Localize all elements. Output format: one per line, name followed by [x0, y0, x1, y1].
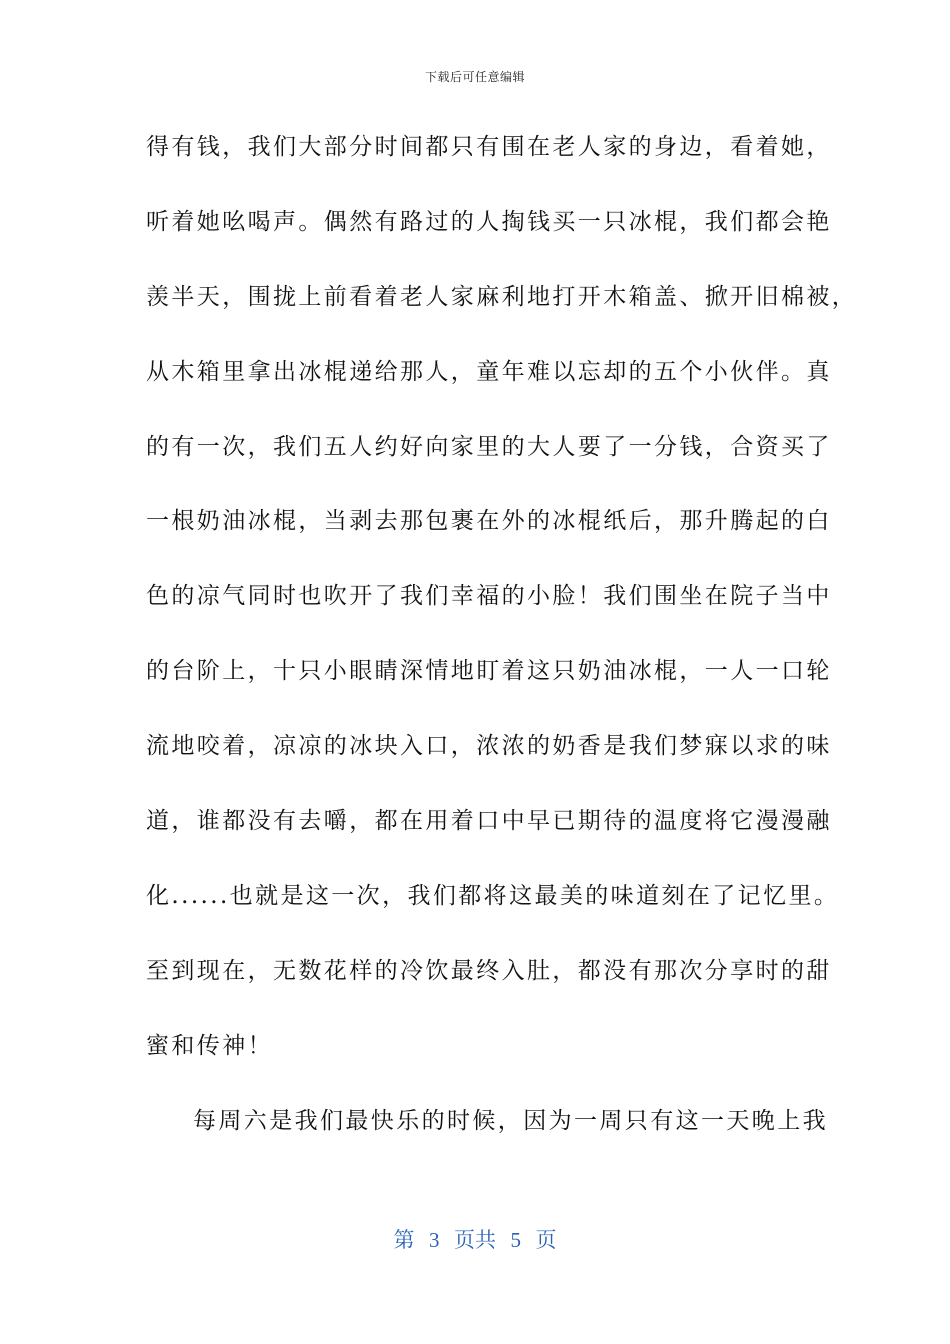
text-line: 化......也就是这一次，我们都将这最美的味道刻在了记忆里。 [146, 882, 840, 909]
text-line: 一根奶油冰棍，当剥去那包裹在外的冰棍纸后，那升腾起的白 [146, 508, 832, 535]
text-line: 蜜和传神！ [146, 1032, 273, 1059]
text-line: 至到现在，无数花样的冷饮最终入肚，都没有那次分享时的甜 [146, 957, 832, 984]
body-text [146, 127, 858, 1175]
text-line: 的台阶上，十只小眼睛深情地盯着这只奶油冰棍，一人一口轮 [146, 658, 832, 685]
page-header: 下载后可任意编辑 [424, 70, 525, 84]
page-footer [0, 1224, 950, 1254]
text-line: 的有一次，我们五人约好向家里的大人要了一分钱，合资买了 [146, 433, 832, 460]
text-line: 道，谁都没有去嚼，都在用着口中早已期待的温度将它漫漫融 [146, 808, 832, 835]
text-line: 色的凉气同时也吹开了我们幸福的小脸！我们围坐在院子当中 [146, 583, 832, 610]
text-line: 听着她吆喝声。偶然有路过的人掏钱买一只冰棍，我们都会艳 [146, 208, 832, 235]
text-line: 羡半天，围拢上前看着老人家麻利地打开木箱盖、掀开旧棉被， [146, 283, 858, 310]
paragraph-start-line: 每周六是我们最快乐的时候，因为一周只有这一天晚上我 [193, 1107, 828, 1134]
text-line: 从木箱里拿出冰棍递给那人，童年难以忘却的五个小伙伴。真 [146, 358, 832, 385]
text-line: 得有钱，我们大部分时间都只有围在老人家的身边，看着她， [146, 134, 832, 160]
page-number: 第 3 页共 5 页 [393, 1228, 557, 1252]
text-line: 流地咬着，凉凉的冰块入口，浓浓的奶香是我们梦寐以求的味 [146, 733, 832, 760]
